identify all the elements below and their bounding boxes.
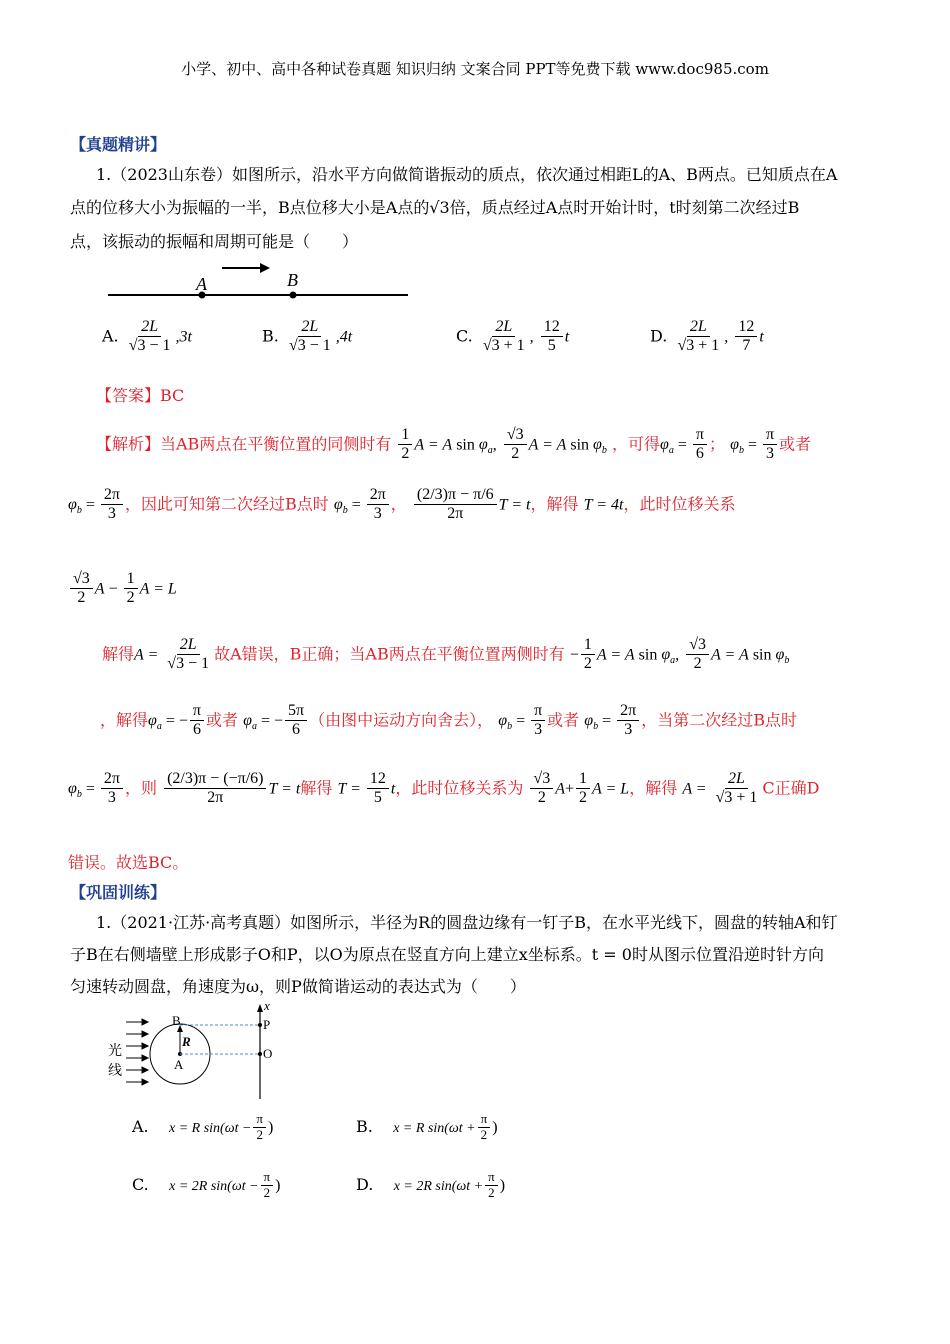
analysis-line-4: 解得A = $\frac{2L}{√3 - 1}$ 故A错误，B正确；当AB两点在平衡位置两侧时有 − $\frac{1}{2}$ A = A $\sin \varphi_a$, $\frac{√3}{2}$ A = A $\sin \varphi_b$: [102, 636, 790, 673]
answer-line: 【答案】BC: [96, 386, 185, 405]
q1-line-1: 1.（2023山东卷）如图所示，沿水平方向做简谐振动的质点，依次通过相距L的A、B两点。已知质点在A: [96, 165, 838, 184]
q2-line-2: 子B在右侧墙壁上形成影子O和P，以O为原点在竖直方向上建立x坐标系。t = 0时从图示位置沿逆时针方向: [70, 945, 824, 964]
q2-option-d[interactable]: D. x = 2R sin(ωt + $\frac{\pi}{2}$ ): [356, 1169, 506, 1200]
q2-option-c[interactable]: C. x = 2R sin(ωt − $\frac{\pi}{2}$ ): [132, 1169, 281, 1200]
fig2-light-1: 光: [108, 1043, 122, 1059]
section-title-exam: 【真题精讲】: [70, 135, 167, 154]
analysis-line-2: $\varphi_b$ = $\frac{2\pi}{3}$ ，因此可知第二次经过B点时 $\varphi_b$ = $\frac{2\pi}{3}$ ， $\frac{(2/3)\pi - \pi/6}{2\pi}$ T = t，解得 T = 4t，此时位移关系: [68, 486, 736, 523]
fig2-label-x: x: [264, 998, 270, 1013]
q1-option-d[interactable]: D. $\frac{2L}{√3 + 1}$ , $\frac{12}{7}$ t: [650, 318, 764, 355]
arrow-head: [260, 263, 270, 273]
q2-line-1: 1.（2021·江苏·高考真题）如图所示，半径为R的圆盘边缘有一钉子B，在水平光线下，圆盘的转轴A和钉: [96, 913, 838, 932]
analysis-line-5: ，解得$\varphi_a$ = − $\frac{\pi}{6}$ 或者 $\varphi_a$ = − $\frac{5\pi}{6}$ （由图中运动方向舍去）， $\varphi_b$ = $\frac{\pi}{3}$ 或者 $\varphi_b$ = $\frac{2\pi}{3}$ ，当第二次经过B点时: [100, 702, 798, 739]
fig2-label-r: R: [182, 1034, 191, 1049]
fig1-label-b: B: [287, 270, 298, 290]
analysis-line-3: $\frac{√3}{2}$ A − $\frac{1}{2}$ A = L: [68, 570, 177, 608]
fig2-label-a: A: [174, 1057, 184, 1072]
x-axis-arrow: [257, 1004, 263, 1012]
point-p-dot: [258, 1023, 262, 1027]
fig2-label-b: B: [172, 1013, 181, 1028]
q1-figure: [100, 255, 420, 305]
point-b-dot: [290, 292, 297, 299]
q2-option-a[interactable]: A. x = R sin(ωt − $\frac{\pi}{2}$ ): [132, 1111, 274, 1142]
q2-option-b[interactable]: B. x = R sin(ωt + $\frac{\pi}{2}$ ): [356, 1111, 498, 1142]
point-o-dot: [258, 1052, 262, 1056]
fig2-light-2: 线: [108, 1063, 122, 1079]
analysis-line-7: 错误。故选BC。: [68, 853, 189, 872]
q1-option-c[interactable]: C. $\frac{2L}{√3 + 1}$ , $\frac{12}{5}$ t: [456, 318, 570, 355]
fig1-label-a: A: [196, 274, 207, 294]
light-arrows: [126, 1019, 148, 1085]
section-title-practice: 【巩固训练】: [70, 883, 167, 902]
q1-line-3: 点，该振动的振幅和周期可能是（ ）: [70, 232, 359, 251]
analysis-line-6: $\varphi_b$ = $\frac{2\pi}{3}$ ，则 $\frac{(2/3)\pi - (-\pi/6)}{2\pi}$ T = t解得 T = $\frac{12}{5}$ t，此时位移关系为 $\frac{√3}{2}$ A+ $\frac{1}{2}$ A = L，解得 A = $\frac{2L}{√3 + 1}$ C正确D: [68, 770, 820, 807]
q1-option-b[interactable]: B. $\frac{2L}{√3 - 1}$ ,4t: [262, 318, 353, 355]
q2-line-3: 匀速转动圆盘，角速度为ω，则P做简谐运动的表达式为（ ）: [70, 977, 526, 996]
page-header: 小学、初中、高中各种试卷真题 知识归纳 文案合同 PPT等免费下载 www.doc985.com: [181, 60, 769, 78]
q1-option-a[interactable]: A. $\frac{2L}{√3 - 1}$ ,3t: [102, 318, 192, 355]
analysis-line-1: 【解析】当AB两点在平衡位置的同侧时有 $\frac{1}{2}$ A = A $\sin \varphi_a$, $\frac{√3}{2}$ A = A $\sin \varphi_b$ ，可得$\varphi_a$ = $\frac{\pi}{6}$ ； $\varphi_b$ = $\frac{\pi}{3}$ 或者: [96, 426, 812, 463]
fig2-label-o: O: [263, 1046, 273, 1061]
fig2-label-p: P: [263, 1017, 271, 1032]
q1-line-2: 点的位移大小为振幅的一半，B点位移大小是A点的√3倍，质点经过A点时开始计时，t时刻第二次经过B: [70, 198, 800, 217]
